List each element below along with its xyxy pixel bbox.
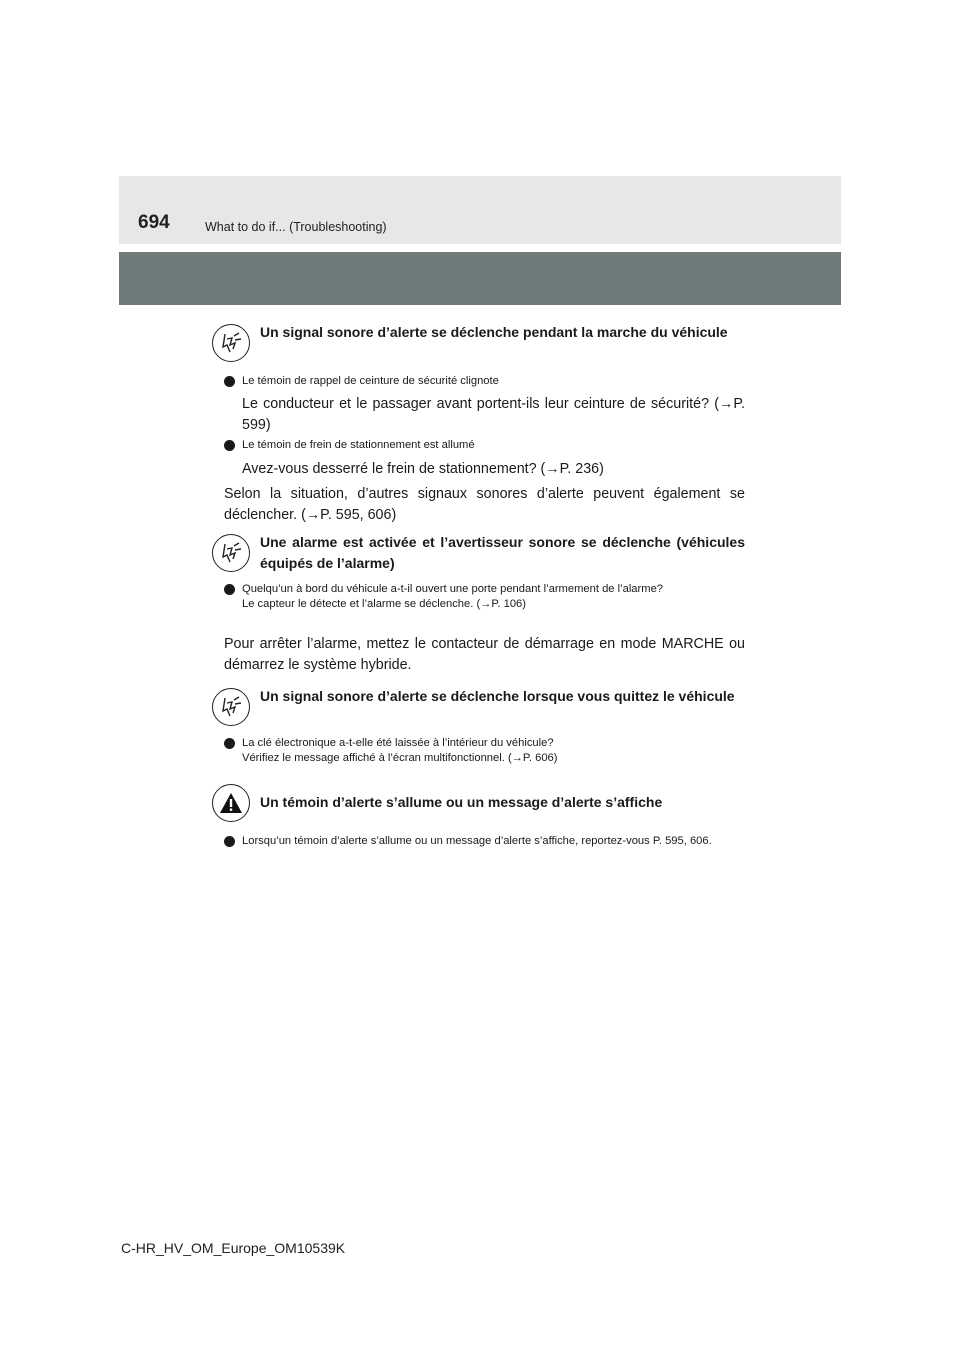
bullet-icon: [224, 440, 235, 451]
bullet-text: Lorsqu’un témoin d’alerte s’allume ou un message d’alerte s’affiche, reportez-vous P. 595, 606.: [242, 835, 712, 847]
bullet-text-line2: Vérifiez le message affiché à l’écran multifonctionnel. (→P. 606): [242, 752, 558, 764]
paragraph: Pour arrêter l’alarme, mettez le contacteur de démarrage en mode MARCHE ou démarrez le système hybride.: [224, 636, 745, 673]
buzzer-icon: [212, 324, 250, 362]
section-heading-text: Une alarme est activée et l’avertisseur sonore se déclenche (véhicules équipés de l’alarme): [260, 534, 745, 571]
bullet-icon: [224, 738, 235, 749]
section-heading-text: Un signal sonore d’alerte se déclenche pendant la marche du véhicule: [260, 324, 728, 340]
buzzer-icon: [212, 534, 250, 572]
document-id: C-HR_HV_OM_Europe_OM10539K: [121, 1240, 346, 1256]
warning-triangle-icon: [212, 784, 250, 822]
page-number: 694: [138, 212, 170, 233]
section-heading-text: Un témoin d’alerte s’allume ou un message d’alerte s’affiche: [260, 794, 663, 810]
bullet-text: Le témoin de rappel de ceinture de sécurité clignote: [242, 375, 499, 387]
bullet-text-line2: Le capteur le détecte et l’alarme se déclenche. (→P. 106): [242, 598, 526, 610]
section-heading-2: [212, 532, 745, 574]
bullet-text: Quelqu’un à bord du véhicule a-t-il ouvert une porte pendant l’armement de l’alarme?: [242, 583, 664, 595]
buzzer-icon: [212, 688, 250, 726]
list-item: [224, 582, 745, 612]
section-heading-text: Un signal sonore d’alerte se déclenche lorsque vous quittez le véhicule: [260, 688, 735, 704]
section-title: What to do if... (Troubleshooting): [205, 220, 387, 234]
answer-text: Avez-vous desserré le frein de stationnement? (→P. 236): [242, 461, 604, 477]
bullet-text: Le témoin de frein de stationnement est allumé: [242, 439, 475, 451]
bullet-text: La clé électronique a-t-elle été laissée à l’intérieur du véhicule?: [242, 737, 554, 749]
list-item: [224, 438, 745, 453]
bullet-icon: [224, 836, 235, 847]
list-item: [224, 834, 745, 849]
paragraph: Selon la situation, d’autres signaux sonores d’alerte peuvent également se déclencher. (→P. 595, 606): [224, 486, 745, 523]
bullet-icon: [224, 376, 235, 387]
bullet-icon: [224, 584, 235, 595]
section-heading-4: [212, 782, 745, 813]
list-item: [224, 374, 745, 389]
answer-text: Le conducteur et le passager avant portent-ils leur ceinture de sécurité? (→P. 599): [242, 396, 745, 433]
section-heading-3: [212, 686, 745, 707]
section-heading-1: [212, 322, 745, 343]
chapter-band: [119, 252, 841, 305]
list-item: [224, 736, 745, 766]
